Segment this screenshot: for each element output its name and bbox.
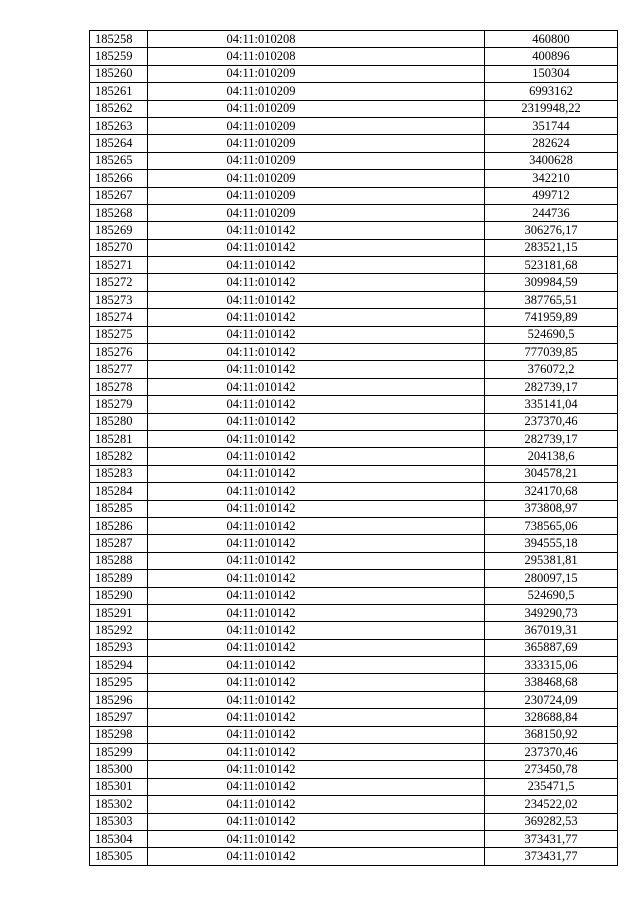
value-cell: 309984,59 <box>485 274 618 291</box>
row-number-cell: 185305 <box>90 848 148 865</box>
table-row <box>90 309 618 326</box>
table-row <box>90 657 618 674</box>
row-number-cell: 185275 <box>90 326 148 343</box>
row-number-cell: 185278 <box>90 378 148 395</box>
row-number-cell: 185284 <box>90 483 148 500</box>
cadastral-code-cell: 04:11:010142 <box>148 744 485 761</box>
cadastral-code-cell: 04:11:010142 <box>148 535 485 552</box>
row-number-cell: 185295 <box>90 674 148 691</box>
table-row <box>90 378 618 395</box>
value-cell: 738565,06 <box>485 517 618 534</box>
table-row <box>90 100 618 117</box>
row-number-cell: 185271 <box>90 257 148 274</box>
value-cell: 373431,77 <box>485 848 618 865</box>
value-cell: 387765,51 <box>485 291 618 308</box>
cadastral-code-cell: 04:11:010142 <box>148 413 485 430</box>
cadastral-code-cell: 04:11:010209 <box>148 100 485 117</box>
value-cell: 282739,17 <box>485 378 618 395</box>
table-row <box>90 778 618 795</box>
value-cell: 367019,31 <box>485 622 618 639</box>
value-cell: 369282,53 <box>485 813 618 830</box>
table-row <box>90 604 618 621</box>
row-number-cell: 185272 <box>90 274 148 291</box>
value-cell: 150304 <box>485 65 618 82</box>
cadastral-code-cell: 04:11:010142 <box>148 291 485 308</box>
table-row <box>90 674 618 691</box>
value-cell: 351744 <box>485 117 618 134</box>
cadastral-code-cell: 04:11:010142 <box>148 257 485 274</box>
table-row <box>90 848 618 865</box>
table-row <box>90 691 618 708</box>
row-number-cell: 185273 <box>90 291 148 308</box>
table-row <box>90 361 618 378</box>
value-cell: 283521,15 <box>485 239 618 256</box>
row-number-cell: 185285 <box>90 500 148 517</box>
value-cell: 237370,46 <box>485 413 618 430</box>
row-number-cell: 185302 <box>90 796 148 813</box>
value-cell: 342210 <box>485 170 618 187</box>
cadastral-code-cell: 04:11:010142 <box>148 587 485 604</box>
table-row <box>90 222 618 239</box>
row-number-cell: 185297 <box>90 709 148 726</box>
value-cell: 335141,04 <box>485 396 618 413</box>
cadastral-code-cell: 04:11:010142 <box>148 430 485 447</box>
cadastral-code-cell: 04:11:010142 <box>148 239 485 256</box>
row-number-cell: 185293 <box>90 639 148 656</box>
table-row <box>90 535 618 552</box>
row-number-cell: 185294 <box>90 657 148 674</box>
cadastral-code-cell: 04:11:010142 <box>148 761 485 778</box>
table-row <box>90 483 618 500</box>
row-number-cell: 185274 <box>90 309 148 326</box>
table-row <box>90 239 618 256</box>
cadastral-code-cell: 04:11:010142 <box>148 726 485 743</box>
cadastral-code-cell: 04:11:010142 <box>148 796 485 813</box>
cadastral-code-cell: 04:11:010142 <box>148 344 485 361</box>
value-cell: 282624 <box>485 135 618 152</box>
cadastral-code-cell: 04:11:010209 <box>148 152 485 169</box>
row-number-cell: 185300 <box>90 761 148 778</box>
row-number-cell: 185298 <box>90 726 148 743</box>
table-row <box>90 430 618 447</box>
table-row <box>90 796 618 813</box>
table-row <box>90 709 618 726</box>
row-number-cell: 185260 <box>90 65 148 82</box>
row-number-cell: 185290 <box>90 587 148 604</box>
cadastral-code-cell: 04:11:010142 <box>148 465 485 482</box>
value-cell: 338468,68 <box>485 674 618 691</box>
cadastral-code-cell: 04:11:010142 <box>148 639 485 656</box>
table-row <box>90 135 618 152</box>
value-cell: 6993162 <box>485 83 618 100</box>
value-cell: 273450,78 <box>485 761 618 778</box>
row-number-cell: 185259 <box>90 48 148 65</box>
value-cell: 3400628 <box>485 152 618 169</box>
row-number-cell: 185303 <box>90 813 148 830</box>
value-cell: 244736 <box>485 204 618 221</box>
cadastral-code-cell: 04:11:010142 <box>148 674 485 691</box>
cadastral-code-cell: 04:11:010209 <box>148 187 485 204</box>
cadastral-code-cell: 04:11:010142 <box>148 361 485 378</box>
value-cell: 306276,17 <box>485 222 618 239</box>
row-number-cell: 185283 <box>90 465 148 482</box>
value-cell: 324170,68 <box>485 483 618 500</box>
value-cell: 365887,69 <box>485 639 618 656</box>
row-number-cell: 185289 <box>90 570 148 587</box>
table-row <box>90 639 618 656</box>
table-row <box>90 448 618 465</box>
row-number-cell: 185299 <box>90 744 148 761</box>
row-number-cell: 185286 <box>90 517 148 534</box>
cadastral-code-cell: 04:11:010142 <box>148 483 485 500</box>
table-row <box>90 83 618 100</box>
row-number-cell: 185288 <box>90 552 148 569</box>
value-cell: 282739,17 <box>485 430 618 447</box>
cadastral-code-cell: 04:11:010208 <box>148 48 485 65</box>
row-number-cell: 185279 <box>90 396 148 413</box>
table-row <box>90 726 618 743</box>
cadastral-code-cell: 04:11:010142 <box>148 570 485 587</box>
row-number-cell: 185282 <box>90 448 148 465</box>
row-number-cell: 185265 <box>90 152 148 169</box>
table-row <box>90 187 618 204</box>
cadastral-code-cell: 04:11:010142 <box>148 552 485 569</box>
row-number-cell: 185261 <box>90 83 148 100</box>
value-cell: 295381,81 <box>485 552 618 569</box>
value-cell: 741959,89 <box>485 309 618 326</box>
cadastral-code-cell: 04:11:010142 <box>148 778 485 795</box>
table-row <box>90 813 618 830</box>
cadastral-code-cell: 04:11:010142 <box>148 830 485 847</box>
row-number-cell: 185281 <box>90 430 148 447</box>
cadastral-code-cell: 04:11:010208 <box>148 31 485 48</box>
table-row <box>90 291 618 308</box>
cadastral-code-cell: 04:11:010142 <box>148 309 485 326</box>
table-row <box>90 830 618 847</box>
row-number-cell: 185262 <box>90 100 148 117</box>
table-row <box>90 396 618 413</box>
table-row <box>90 570 618 587</box>
cadastral-code-cell: 04:11:010209 <box>148 65 485 82</box>
row-number-cell: 185280 <box>90 413 148 430</box>
value-cell: 373431,77 <box>485 830 618 847</box>
table-row <box>90 587 618 604</box>
value-cell: 368150,92 <box>485 726 618 743</box>
value-cell: 400896 <box>485 48 618 65</box>
table-row <box>90 257 618 274</box>
row-number-cell: 185267 <box>90 187 148 204</box>
value-cell: 373808,97 <box>485 500 618 517</box>
table-row <box>90 413 618 430</box>
value-cell: 230724,09 <box>485 691 618 708</box>
row-number-cell: 185269 <box>90 222 148 239</box>
value-cell: 524690,5 <box>485 587 618 604</box>
row-number-cell: 185276 <box>90 344 148 361</box>
row-number-cell: 185266 <box>90 170 148 187</box>
cadastral-code-cell: 04:11:010142 <box>148 848 485 865</box>
row-number-cell: 185277 <box>90 361 148 378</box>
row-number-cell: 185258 <box>90 31 148 48</box>
table-row <box>90 622 618 639</box>
cadastral-code-cell: 04:11:010142 <box>148 517 485 534</box>
row-number-cell: 185263 <box>90 117 148 134</box>
table-row <box>90 517 618 534</box>
row-number-cell: 185287 <box>90 535 148 552</box>
table-row <box>90 31 618 48</box>
row-number-cell: 185268 <box>90 204 148 221</box>
table-row <box>90 170 618 187</box>
value-cell: 2319948,22 <box>485 100 618 117</box>
table-row <box>90 744 618 761</box>
table-row <box>90 326 618 343</box>
row-number-cell: 185296 <box>90 691 148 708</box>
value-cell: 499712 <box>485 187 618 204</box>
value-cell: 777039,85 <box>485 344 618 361</box>
cadastral-code-cell: 04:11:010142 <box>148 326 485 343</box>
value-cell: 235471,5 <box>485 778 618 795</box>
value-cell: 524690,5 <box>485 326 618 343</box>
row-number-cell: 185304 <box>90 830 148 847</box>
cadastral-code-cell: 04:11:010209 <box>148 83 485 100</box>
value-cell: 280097,15 <box>485 570 618 587</box>
table-row <box>90 204 618 221</box>
value-cell: 376072,2 <box>485 361 618 378</box>
cadastral-code-cell: 04:11:010142 <box>148 709 485 726</box>
value-cell: 304578,21 <box>485 465 618 482</box>
table-row <box>90 465 618 482</box>
value-cell: 234522,02 <box>485 796 618 813</box>
table-row <box>90 344 618 361</box>
value-cell: 523181,68 <box>485 257 618 274</box>
row-number-cell: 185264 <box>90 135 148 152</box>
value-cell: 460800 <box>485 31 618 48</box>
cadastral-code-cell: 04:11:010142 <box>148 396 485 413</box>
table-row <box>90 274 618 291</box>
table-row <box>90 152 618 169</box>
value-cell: 328688,84 <box>485 709 618 726</box>
table-row <box>90 552 618 569</box>
row-number-cell: 185292 <box>90 622 148 639</box>
cadastral-code-cell: 04:11:010142 <box>148 378 485 395</box>
cadastral-code-cell: 04:11:010142 <box>148 691 485 708</box>
cadastral-code-cell: 04:11:010142 <box>148 274 485 291</box>
value-cell: 333315,06 <box>485 657 618 674</box>
table-row <box>90 761 618 778</box>
cadastral-code-cell: 04:11:010142 <box>148 604 485 621</box>
row-number-cell: 185291 <box>90 604 148 621</box>
cadastral-code-cell: 04:11:010142 <box>148 657 485 674</box>
table-row <box>90 500 618 517</box>
table-row <box>90 48 618 65</box>
cadastral-code-cell: 04:11:010142 <box>148 222 485 239</box>
value-cell: 349290,73 <box>485 604 618 621</box>
cadastral-code-cell: 04:11:010209 <box>148 117 485 134</box>
table-row <box>90 117 618 134</box>
value-cell: 237370,46 <box>485 744 618 761</box>
value-cell: 394555,18 <box>485 535 618 552</box>
table-row <box>90 65 618 82</box>
cadastral-code-cell: 04:11:010209 <box>148 170 485 187</box>
cadastral-code-cell: 04:11:010142 <box>148 622 485 639</box>
table-body <box>90 31 618 866</box>
cadastral-code-cell: 04:11:010142 <box>148 500 485 517</box>
cadastral-code-cell: 04:11:010142 <box>148 448 485 465</box>
cadastral-code-cell: 04:11:010209 <box>148 135 485 152</box>
cadastral-code-cell: 04:11:010209 <box>148 204 485 221</box>
cadastral-code-cell: 04:11:010142 <box>148 813 485 830</box>
row-number-cell: 185270 <box>90 239 148 256</box>
value-cell: 204138,6 <box>485 448 618 465</box>
row-number-cell: 185301 <box>90 778 148 795</box>
parcel-data-table <box>89 30 618 866</box>
